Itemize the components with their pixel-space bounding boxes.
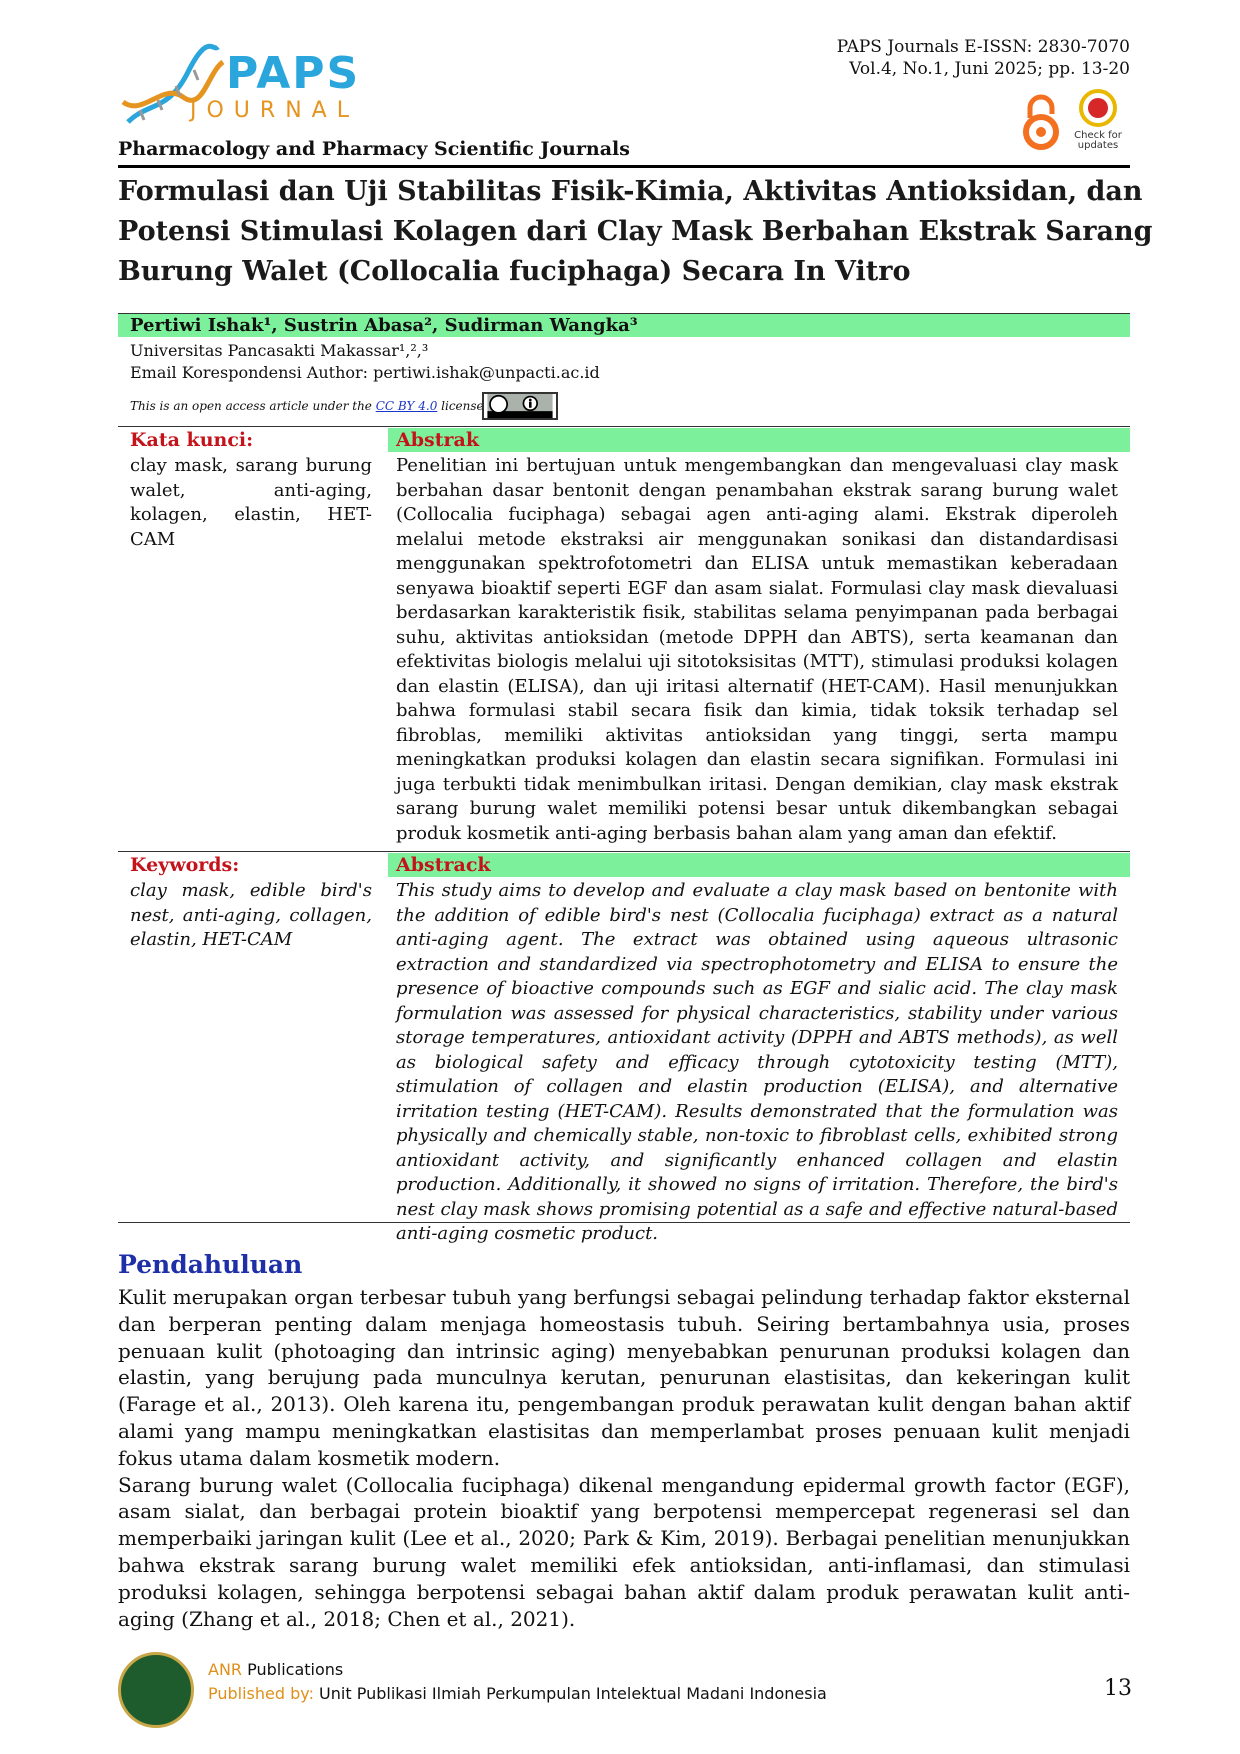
volume-line: Vol.4, No.1, Juni 2025; pp. 13-20 bbox=[849, 59, 1130, 79]
keywords-list: clay mask, edible bird's nest, anti-aging, collagen, elastin, HET-CAM bbox=[130, 880, 372, 950]
cc-by-icon[interactable] bbox=[482, 392, 558, 420]
abstract-text: This study aims to develop and evaluate a clay mask based on bentonite with the addition of edible bird's nest (Collocalia fuciphaga) extract as a natural anti-aging agent. The extract was obtained using aqueous ultrasonic extraction and standardized via spectrophotometry and ELISA to ensure the presence of bioactive compounds such as EGF and sialic acid. The clay mask formulation was assessed for physical characteristics, stability under various storage temperatures, antioxidant activity (DPPH and ABTS methods), as well as biological safety and efficacy through cytotoxicity testing (MTT), stimulation of collagen and elastin production (ELISA), and alternative irritation testing (HET-CAM). Results demonstrated that the formulation was physically and chemically stable, non-toxic to fibroblast cells, exhibited strong antioxidant activity, and significantly enhanced collagen and elastin production. Additionally, it showed no signs of irritation. Therefore, the bird's nest clay mask shows promising potential as a safe and effective natural-based anti-aging cosmetic product. bbox=[396, 880, 1118, 1244]
publisher-seal-icon bbox=[118, 1652, 194, 1728]
table-bottom-rule bbox=[118, 1222, 1130, 1223]
affiliation: Universitas Pancasakti Makassar¹,²,³ bbox=[130, 341, 429, 360]
article-title bbox=[118, 172, 1153, 292]
intro-paragraph-1: Kulit merupakan organ terbesar tubuh yang berfungsi sebagai pelindung terhadap faktor eksternal dan berperan penting dalam menjaga homeostasis tubuh. Seiring bertambahnya usia, proses penuaan kulit (photoaging dan intrinsic aging) menyebabkan penurunan produksi kolagen dan elastin, yang berujung pada munculnya kerutan, penurunan elastisitas, dan kekeringan kulit (Farage et al., 2013). Oleh karena itu, pengembangan produk perawatan kulit dengan bahan aktif alami yang mampu meningkatkan elastisitas dan memperlambat proses penuaan kulit menjadi fokus utama dalam kosmetik modern. bbox=[118, 1285, 1130, 1470]
check-for-updates-badge[interactable] bbox=[1068, 88, 1128, 152]
license-suffix: license. bbox=[437, 399, 488, 413]
table-middle-rule bbox=[118, 851, 1130, 852]
issn-line: PAPS Journals E-ISSN: 2830-7070 bbox=[836, 37, 1130, 57]
issn-info bbox=[837, 36, 1130, 80]
published-by bbox=[208, 1682, 827, 1706]
publisher-info bbox=[208, 1658, 827, 1706]
license-prefix: This is an open access article under the bbox=[130, 399, 376, 413]
abstrak-text: Penelitian ini bertujuan untuk mengembangkan dan mengevaluasi clay mask berbahan dasar bentonit dengan penambahan ekstrak sarang burung walet (Collocalia fuciphaga) sebagai agen anti-aging alami. Ekstrak diperoleh melalui metode ekstraksi air menggunakan sonikasi dan distandardisasi menggunakan spektrofotometri dan ELISA untuk memastikan keberadaan senyawa bioaktif seperti EGF dan asam sialat. Formulasi clay mask dievaluasi berdasarkan karakteristik fisik, stabilitas selama penyimpanan pada berbagai suhu, aktivitas antioksidan (metode DPPH dan ABTS), serta keamanan dan efektivitas biologis melalui uji sitotoksisitas (MTT), stimulasi produksi kolagen dan elastin (ELISA), dan uji iritasi alternatif (HET-CAM). Hasil menunjukkan bahwa formulasi stabil secara fisik dan kimia, tidak toksik terhadap sel fibroblas, memiliki aktivitas antioksidan yang tinggi, serta mampu meningkatkan produksi kolagen dan elastin secara signifikan. Formulasi ini juga terbukti tidak menimbulkan iritasi. Dengan demikian, clay mask ekstrak sarang burung walet memiliki potensi besar untuk dikembangkan sebagai produk kosmetik anti-aging berbasis bahan alam yang aman dan efektif. bbox=[396, 455, 1118, 844]
license-note bbox=[130, 398, 487, 414]
anr-publications bbox=[208, 1658, 827, 1682]
journal-logo bbox=[118, 42, 361, 142]
title-line-1: Formulasi dan Uji Stabilitas Fisik-Kimia, Aktivitas Antioksidan, dan bbox=[118, 176, 1143, 207]
publications-label: Publications bbox=[242, 1660, 344, 1679]
authors: Pertiwi Ishak¹, Sustrin Abasa², Sudirman Wangka³ bbox=[118, 313, 1130, 337]
kata-kunci-list: clay mask, sarang burung walet, anti-aging, kolagen, elastin, HET-CAM bbox=[130, 455, 372, 550]
check-updates-icon bbox=[1078, 88, 1118, 128]
table-top-rule bbox=[118, 426, 1130, 427]
logo-text: PAPS bbox=[226, 48, 361, 99]
published-by-label: Published by: bbox=[208, 1684, 314, 1703]
abstrak-heading: Abstrak bbox=[388, 428, 1130, 452]
check-updates-label: Check for updates bbox=[1074, 130, 1122, 151]
abstract-heading: Abstrack bbox=[388, 853, 1130, 877]
license-link[interactable]: CC BY 4.0 bbox=[375, 399, 438, 413]
header-divider bbox=[118, 165, 1130, 168]
kata-kunci-heading: Kata kunci: bbox=[130, 429, 254, 451]
journal-full-name: Pharmacology and Pharmacy Scientific Journals bbox=[118, 138, 630, 160]
dna-helix-icon bbox=[118, 42, 228, 142]
keywords-heading: Keywords: bbox=[130, 854, 240, 876]
section-heading: Pendahuluan bbox=[118, 1250, 303, 1279]
corresponding-email: Email Korespondensi Author: pertiwi.ishak@unpacti.ac.id bbox=[130, 363, 600, 382]
published-by-value: Unit Publikasi Ilmiah Perkumpulan Intelektual Madani Indonesia bbox=[313, 1684, 827, 1703]
title-line-2: Potensi Stimulasi Kolagen dari Clay Mask Berbahan Ekstrak Sarang bbox=[118, 216, 1153, 247]
title-line-3: Burung Walet (Collocalia fuciphaga) Secara In Vitro bbox=[118, 256, 911, 287]
open-access-icon bbox=[1020, 92, 1062, 152]
anr-label: ANR bbox=[208, 1660, 243, 1679]
introduction-body bbox=[118, 1284, 1130, 1632]
intro-paragraph-2: Sarang burung walet (Collocalia fuciphaga) dikenal mengandung epidermal growth factor (EGF), asam sialat, dan berbagai protein bioaktif yang berpotensi mempercepat regenerasi sel dan memperbaiki jaringan kulit (Lee et al., 2020; Park & Kim, 2019). Berbagai penelitian menunjukkan bahwa ekstrak sarang burung walet memiliki efek antioksidan, anti-inflamasi, dan stimulasi produksi kolagen, sehingga berpotensi sebagai bahan aktif dalam produk perawatan kulit anti-aging (Zhang et al., 2018; Chen et al., 2021). bbox=[118, 1472, 1130, 1631]
page-number: 13 bbox=[1104, 1676, 1132, 1701]
logo-subtext: JOURNAL bbox=[190, 98, 359, 123]
